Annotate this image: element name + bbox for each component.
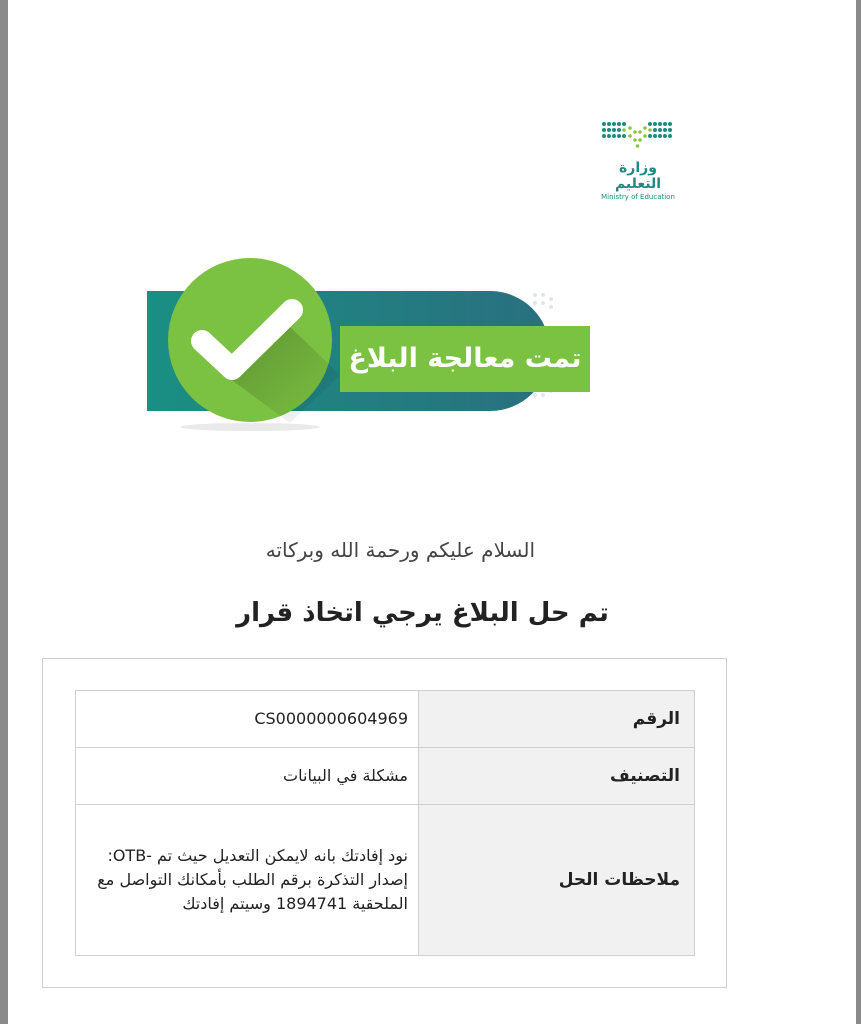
number-value: CS0000000604969	[76, 691, 419, 748]
greeting-text	[0, 538, 770, 562]
notes-label: ملاحظات الحل	[419, 805, 695, 956]
details-table	[75, 690, 695, 956]
ministry-logo	[598, 118, 678, 202]
headline-text: تم حل البلاغ يرجي اتخاذ قرار	[236, 598, 609, 628]
right-border	[856, 0, 861, 1024]
logo-dots-icon	[600, 118, 672, 152]
number-label: الرقم	[419, 691, 695, 748]
left-border	[0, 0, 8, 1024]
banner-label: تمت معالجة البلاغ	[348, 343, 582, 374]
notes-value: نود إفادتك بانه لايمكن التعديل حيث تم -OTB: إصدار التذكرة برقم الطلب بأمكانك التواصل مع الملحقية 1894741 وسيتم إفادتك	[76, 805, 419, 956]
category-value: مشكلة في البيانات	[76, 748, 419, 805]
table-row	[76, 805, 695, 956]
table-row	[76, 748, 695, 805]
category-label: التصنيف	[419, 748, 695, 805]
table-row	[76, 691, 695, 748]
greeting-line: السلام عليكم ورحمة الله وبركاته	[265, 538, 535, 562]
headline	[0, 598, 861, 628]
logo-english-name: Ministry of Education	[601, 193, 675, 201]
logo-arabic-name: وزارة التعليم	[614, 160, 662, 192]
